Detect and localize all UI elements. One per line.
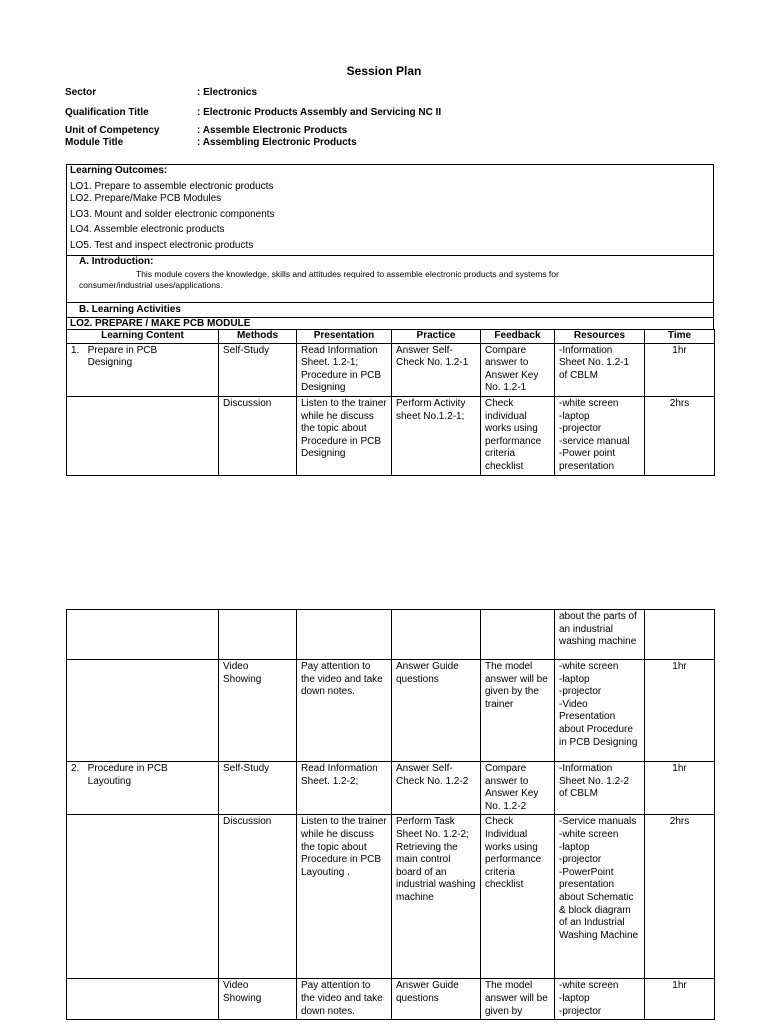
column-header: Resources bbox=[555, 330, 645, 344]
table-row bbox=[67, 660, 715, 762]
practice-cell: Answer Self-Check No. 1.2-2 bbox=[392, 762, 481, 815]
presentation-cell: Pay attention to the video and take down notes. bbox=[297, 660, 392, 762]
column-header: Practice bbox=[392, 330, 481, 344]
sector-value: : Electronics bbox=[197, 87, 258, 98]
table-header-row bbox=[67, 330, 715, 344]
method-cell: Video Showing bbox=[219, 660, 297, 762]
feedback-cell: Compare answer to Answer Key No. 1.2-2 bbox=[481, 762, 555, 815]
table-row bbox=[67, 762, 715, 815]
introduction-box bbox=[66, 255, 714, 302]
table-row bbox=[67, 815, 715, 979]
presentation-cell: Listen to the trainer while he discuss the topic about Procedure in PCB Designing bbox=[297, 396, 392, 475]
table-row bbox=[67, 343, 715, 396]
practice-cell: Answer Guide questions bbox=[392, 660, 481, 762]
method-cell bbox=[219, 610, 297, 660]
unit-label: Unit of Competency bbox=[65, 125, 160, 136]
learning-outcomes-heading: Learning Outcomes: bbox=[70, 165, 168, 176]
learning-content-cell bbox=[67, 610, 219, 660]
outcome-item: LO2. Prepare/Make PCB Modules bbox=[70, 193, 222, 205]
time-cell: 1hr bbox=[645, 762, 715, 815]
resources-cell: -white screen -laptop -projector -service manual -Power point presentation bbox=[555, 396, 645, 475]
outcome-item: LO3. Mount and solder electronic components bbox=[70, 208, 275, 220]
time-cell: 1hr bbox=[645, 343, 715, 396]
learning-content-cell bbox=[67, 815, 219, 979]
presentation-cell: Listen to the trainer while he discuss the topic about Procedure in PCB Layouting . bbox=[297, 815, 392, 979]
presentation-cell: Pay attention to the video and take down notes. bbox=[297, 979, 392, 1020]
method-cell: Self-Study bbox=[219, 762, 297, 815]
method-cell: Self-Study bbox=[219, 343, 297, 396]
learning-outcomes-box bbox=[66, 164, 714, 255]
practice-cell: Perform Activity sheet No.1.2-1; bbox=[392, 396, 481, 475]
practice-cell: Answer Self-Check No. 1.2-1 bbox=[392, 343, 481, 396]
resources-cell: about the parts of an industrial washing machine bbox=[555, 610, 645, 660]
table-row bbox=[67, 979, 715, 1020]
time-cell: 1hr bbox=[645, 979, 715, 1020]
method-cell: Video Showing bbox=[219, 979, 297, 1020]
column-header: Feedback bbox=[481, 330, 555, 344]
method-cell: Discussion bbox=[219, 815, 297, 979]
practice-cell: Answer Guide questions bbox=[392, 979, 481, 1020]
time-cell: 2hrs bbox=[645, 396, 715, 475]
feedback-cell bbox=[481, 610, 555, 660]
feedback-cell: The model answer will be given by bbox=[481, 979, 555, 1020]
resources-cell: -Service manuals -white screen -laptop -projector -PowerPoint presentation about Schematic & block diagram of an Industrial Washing Machine bbox=[555, 815, 645, 979]
module-value: : Assembling Electronic Products bbox=[197, 137, 357, 148]
learning-content-cell bbox=[67, 979, 219, 1020]
practice-cell bbox=[392, 610, 481, 660]
module-label: Module Title bbox=[65, 137, 124, 148]
qualification-value: : Electronic Products Assembly and Servicing NC II bbox=[197, 107, 442, 118]
module-row bbox=[65, 137, 357, 150]
time-cell: 2hrs bbox=[645, 815, 715, 979]
table-row bbox=[67, 396, 715, 475]
unit-row bbox=[65, 125, 347, 138]
introduction-text-2: consumer/industrial uses/applications. bbox=[79, 280, 223, 291]
introduction-text-1: This module covers the knowledge, skills and attitudes required to assemble electronic products and systems for bbox=[136, 268, 559, 279]
learning-content-cell bbox=[67, 396, 219, 475]
learning-content-cell bbox=[67, 660, 219, 762]
document-title: Session Plan bbox=[346, 64, 422, 78]
resources-cell: -white screen -laptop -projector bbox=[555, 979, 645, 1020]
feedback-cell: Check Individual works using performance criteria checklist bbox=[481, 815, 555, 979]
time-cell: 1hr bbox=[645, 660, 715, 762]
lo2-heading: LO2. PREPARE / MAKE PCB MODULE bbox=[70, 318, 251, 329]
learning-activities-table-1 bbox=[66, 329, 715, 476]
column-header: Presentation bbox=[297, 330, 392, 344]
column-header: Time bbox=[645, 330, 715, 344]
outcome-item: LO5. Test and inspect electronic products bbox=[70, 239, 254, 251]
column-header: Methods bbox=[219, 330, 297, 344]
qualification-row bbox=[65, 107, 441, 120]
learning-content-cell: 2. Procedure in PCB Layouting bbox=[67, 762, 219, 815]
presentation-cell bbox=[297, 610, 392, 660]
time-cell bbox=[645, 610, 715, 660]
feedback-cell: Compare answer to Answer Key No. 1.2-1 bbox=[481, 343, 555, 396]
qualification-label: Qualification Title bbox=[65, 107, 149, 118]
learning-activities-table-2 bbox=[66, 609, 715, 1020]
feedback-cell: Check individual works using performance criteria checklist bbox=[481, 396, 555, 475]
presentation-cell: Read Information Sheet. 1.2-2; bbox=[297, 762, 392, 815]
resources-cell: -Information Sheet No. 1.2-1 of CBLM bbox=[555, 343, 645, 396]
outcome-item: LO4. Assemble electronic products bbox=[70, 224, 225, 236]
unit-value: : Assemble Electronic Products bbox=[197, 125, 348, 136]
introduction-heading: A. Introduction: bbox=[79, 256, 154, 267]
learning-content-cell: 1. Prepare in PCB Designing bbox=[67, 343, 219, 396]
sector-row bbox=[65, 87, 257, 100]
sector-label: Sector bbox=[65, 87, 97, 98]
method-cell: Discussion bbox=[219, 396, 297, 475]
learning-activities-heading: B. Learning Activities bbox=[79, 304, 181, 315]
presentation-cell: Read Information Sheet. 1.2-1; Procedure in PCB Designing bbox=[297, 343, 392, 396]
feedback-cell: The model answer will be given by the trainer bbox=[481, 660, 555, 762]
lo-heading-box bbox=[66, 317, 714, 329]
column-header: Learning Content bbox=[67, 330, 219, 344]
resources-cell: -white screen -laptop -projector -Video Presentation about Procedure in PCB Designing bbox=[555, 660, 645, 762]
practice-cell: Perform Task Sheet No. 1.2-2; Retrieving the main control board of an industrial washing machine bbox=[392, 815, 481, 979]
table-row bbox=[67, 610, 715, 660]
outcome-item: LO1. Prepare to assemble electronic products bbox=[70, 180, 274, 192]
resources-cell: -Information Sheet No. 1.2-2 of CBLM bbox=[555, 762, 645, 815]
learning-activities-box bbox=[66, 302, 714, 317]
